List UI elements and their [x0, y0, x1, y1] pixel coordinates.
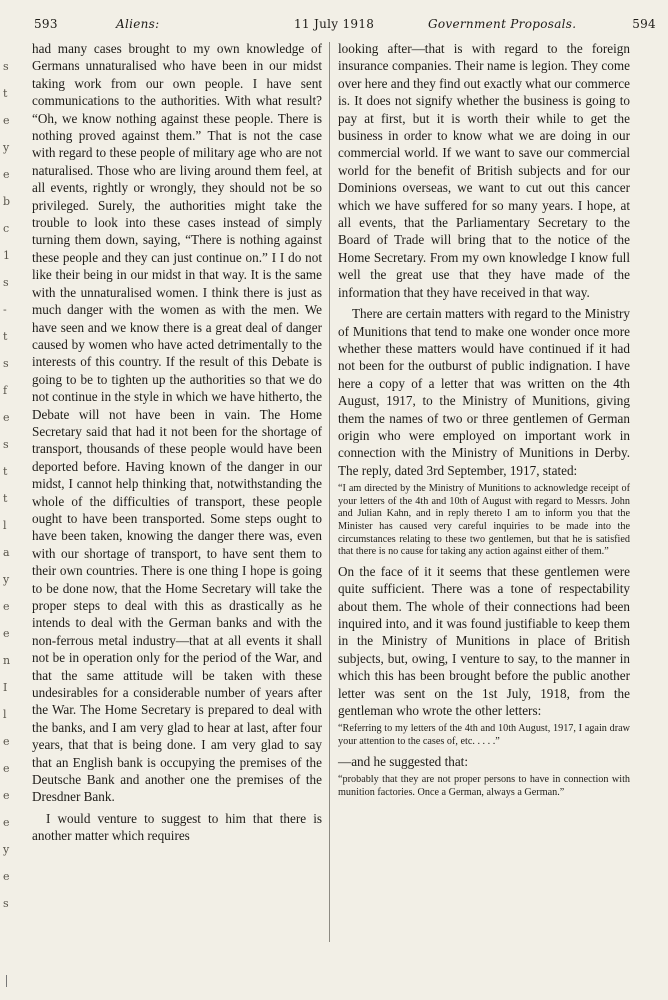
right-paragraph: On the face of it it seems that these gentlemen were quite sufficient. There was a tone of respectability about them. The whole of their connections had been inquired into, and it was found justifiable to keep them in the Ministry of Munitions in place of British subjects, but, owing, I venture to say, to the manner in which this has been brought before the public another letter was sent on the 1st July, 1918, from the gentleman who wrote the other letters:	[338, 563, 630, 718]
margin-rule	[6, 975, 7, 987]
margin-char: t	[3, 492, 8, 505]
margin-char: y	[3, 141, 10, 154]
margin-char: s	[3, 897, 9, 910]
column-divider	[329, 42, 330, 942]
right-paragraph: There are certain matters with regard to the Ministry of Munitions that tend to make one wonder once more whether these matters would have continued if it had not been for the outburst of public indignation. I have here a copy of a letter that was written on the 4th August, 1917, to the Ministry of Munitions, giving them the names of two or three gentlemen of German origin who were employed on important work in connection with the Ministry of Munitions in Derby. The reply, dated 3rd September, 1917, stated:	[338, 306, 630, 478]
margin-char: e	[3, 600, 10, 613]
margin-char: e	[3, 762, 10, 775]
margin-char: y	[3, 843, 10, 856]
quoted-letter: “Referring to my letters of the 4th and 10th August, 1917, I again draw your attention to the cases of, etc. . . . .”	[338, 723, 630, 747]
margin-char: f	[3, 384, 8, 397]
margin-char: n	[3, 654, 11, 667]
left-column	[32, 40, 322, 849]
margin-char: t	[3, 330, 8, 343]
quoted-letter: “I am directed by the Ministry of Munitions to acknowledge receipt of your letters of the 4th and 10th of August with regard to Messrs. John and Julian Kahn, and in reply thereto I am to inform you that the Minister has caused very careful inquiries to be made into the circumstances relating to these two gentlemen, but that he is satisfied that there is no cause for taking any action against either of them.”	[338, 483, 630, 558]
left-paragraph: had many cases brought to my own knowledge of Germans unnaturalised who have been in our midst taking work from our own people. I have sent communications to the authorities. With what result? “Oh, we know nothing against these people. There is nothing proved against them.” That is not the case with regard to these people of military age who are not naturalised. Those who are living around them feel, at all events, rightly or wrongly, they should not be so privileged. Surely, the authorities might take the trouble to look into these cases instead of simply turning them down, saying, “There is nothing against these people and they can just continue on.” I I do not like their being in our midst in that way. It is the same with the unnaturalised women. I think there is just as much danger with the women as with the men. We have seen and we know there is a great deal of danger caused by women who have acted detrimentally to the interests of this country. If the result of this Debate is going to be to tighten up the authorities so that we do not continue in the style in which we have hitherto, the Debate will not have been in vain. The Home Secretary said that had it not been for the shortage of transport, thousands of these people would have been deported before. Having known of the danger in our midst, I cannot help thinking that, notwithstanding the whole of the difficulties of transport, these people ought to have been transported. Some steps ought to have been taken, knowing the danger there was, even with our shortage of transport, to have sent them to their own countries. There is one thing I hope is going to be done now, that the Home Secretary will take the proper steps to deal with this as drastically as he intends to deal with the German banks and with the non-ferrous metal industry—that at all events it shall not be in operation only for the period of the War, and that the same attitude will be taken with these undesirables for a considerable number of years after the War. The Home Secretary is prepared to deal with the banks, and I am very glad to hear at last, after four years, that that is being done. I am very glad to say that an English bank is occupying the premises of the Deutsche Bank and another one the premises of the Dresdner Bank.	[32, 41, 322, 805]
margin-char: e	[3, 114, 10, 127]
margin-char: t	[3, 465, 8, 478]
quoted-letter: “probably that they are not proper persons to have in connection with munition factories. Once a German, always a German.”	[338, 773, 630, 798]
right-paragraph: —and he suggested that:	[338, 753, 469, 769]
margin-char: e	[3, 411, 10, 424]
margin-char: s	[3, 60, 9, 73]
right-paragraph: looking after—that is with regard to the foreign insurance companies. Their name is legion. They come over here and they find out exactly what our commerce is. It does not signify whether the business is going to pay at first, but it is worth their while to get the business in order to know what we are doing in our commercial world. If we want to save our commercial world for the benefit of British subjects and for our Dominions overseas, we want to cut out this cancer which we have suffered for so many years. I hope, at all events, that the Parliamentary Secretary to the Board of Trade will bring that to the notice of the Home Secretary. From my own knowledge I know full well the great use that they have made of the information that they have received in that way.	[338, 41, 630, 300]
left-margin-marks	[0, 60, 16, 960]
margin-char: e	[3, 627, 10, 640]
margin-char: s	[3, 276, 9, 289]
margin-char: s	[3, 438, 9, 451]
left-page-number: 593	[34, 17, 58, 31]
left-paragraph: I would venture to suggest to him that there is another matter which requires	[32, 810, 322, 844]
header-date: 11 July 1918	[294, 17, 375, 31]
margin-char: l	[3, 519, 7, 532]
left-running-title: Aliens:	[116, 17, 160, 31]
margin-char: I	[3, 681, 8, 694]
margin-char: c	[3, 222, 10, 235]
margin-char: e	[3, 789, 10, 802]
margin-char: b	[3, 195, 11, 208]
margin-char: e	[3, 870, 10, 883]
margin-char: s	[3, 357, 9, 370]
margin-char: l	[3, 708, 7, 721]
margin-char: -	[3, 303, 7, 316]
margin-char: 1	[3, 249, 10, 262]
margin-char: a	[3, 546, 10, 559]
margin-char: e	[3, 735, 10, 748]
margin-char: e	[3, 816, 10, 829]
margin-char: y	[3, 573, 10, 586]
right-page-number: 594	[632, 17, 656, 31]
right-column	[338, 40, 630, 803]
margin-char: t	[3, 87, 8, 100]
page-header	[34, 17, 656, 37]
right-running-title: Government Proposals.	[428, 17, 577, 31]
margin-char: e	[3, 168, 10, 181]
